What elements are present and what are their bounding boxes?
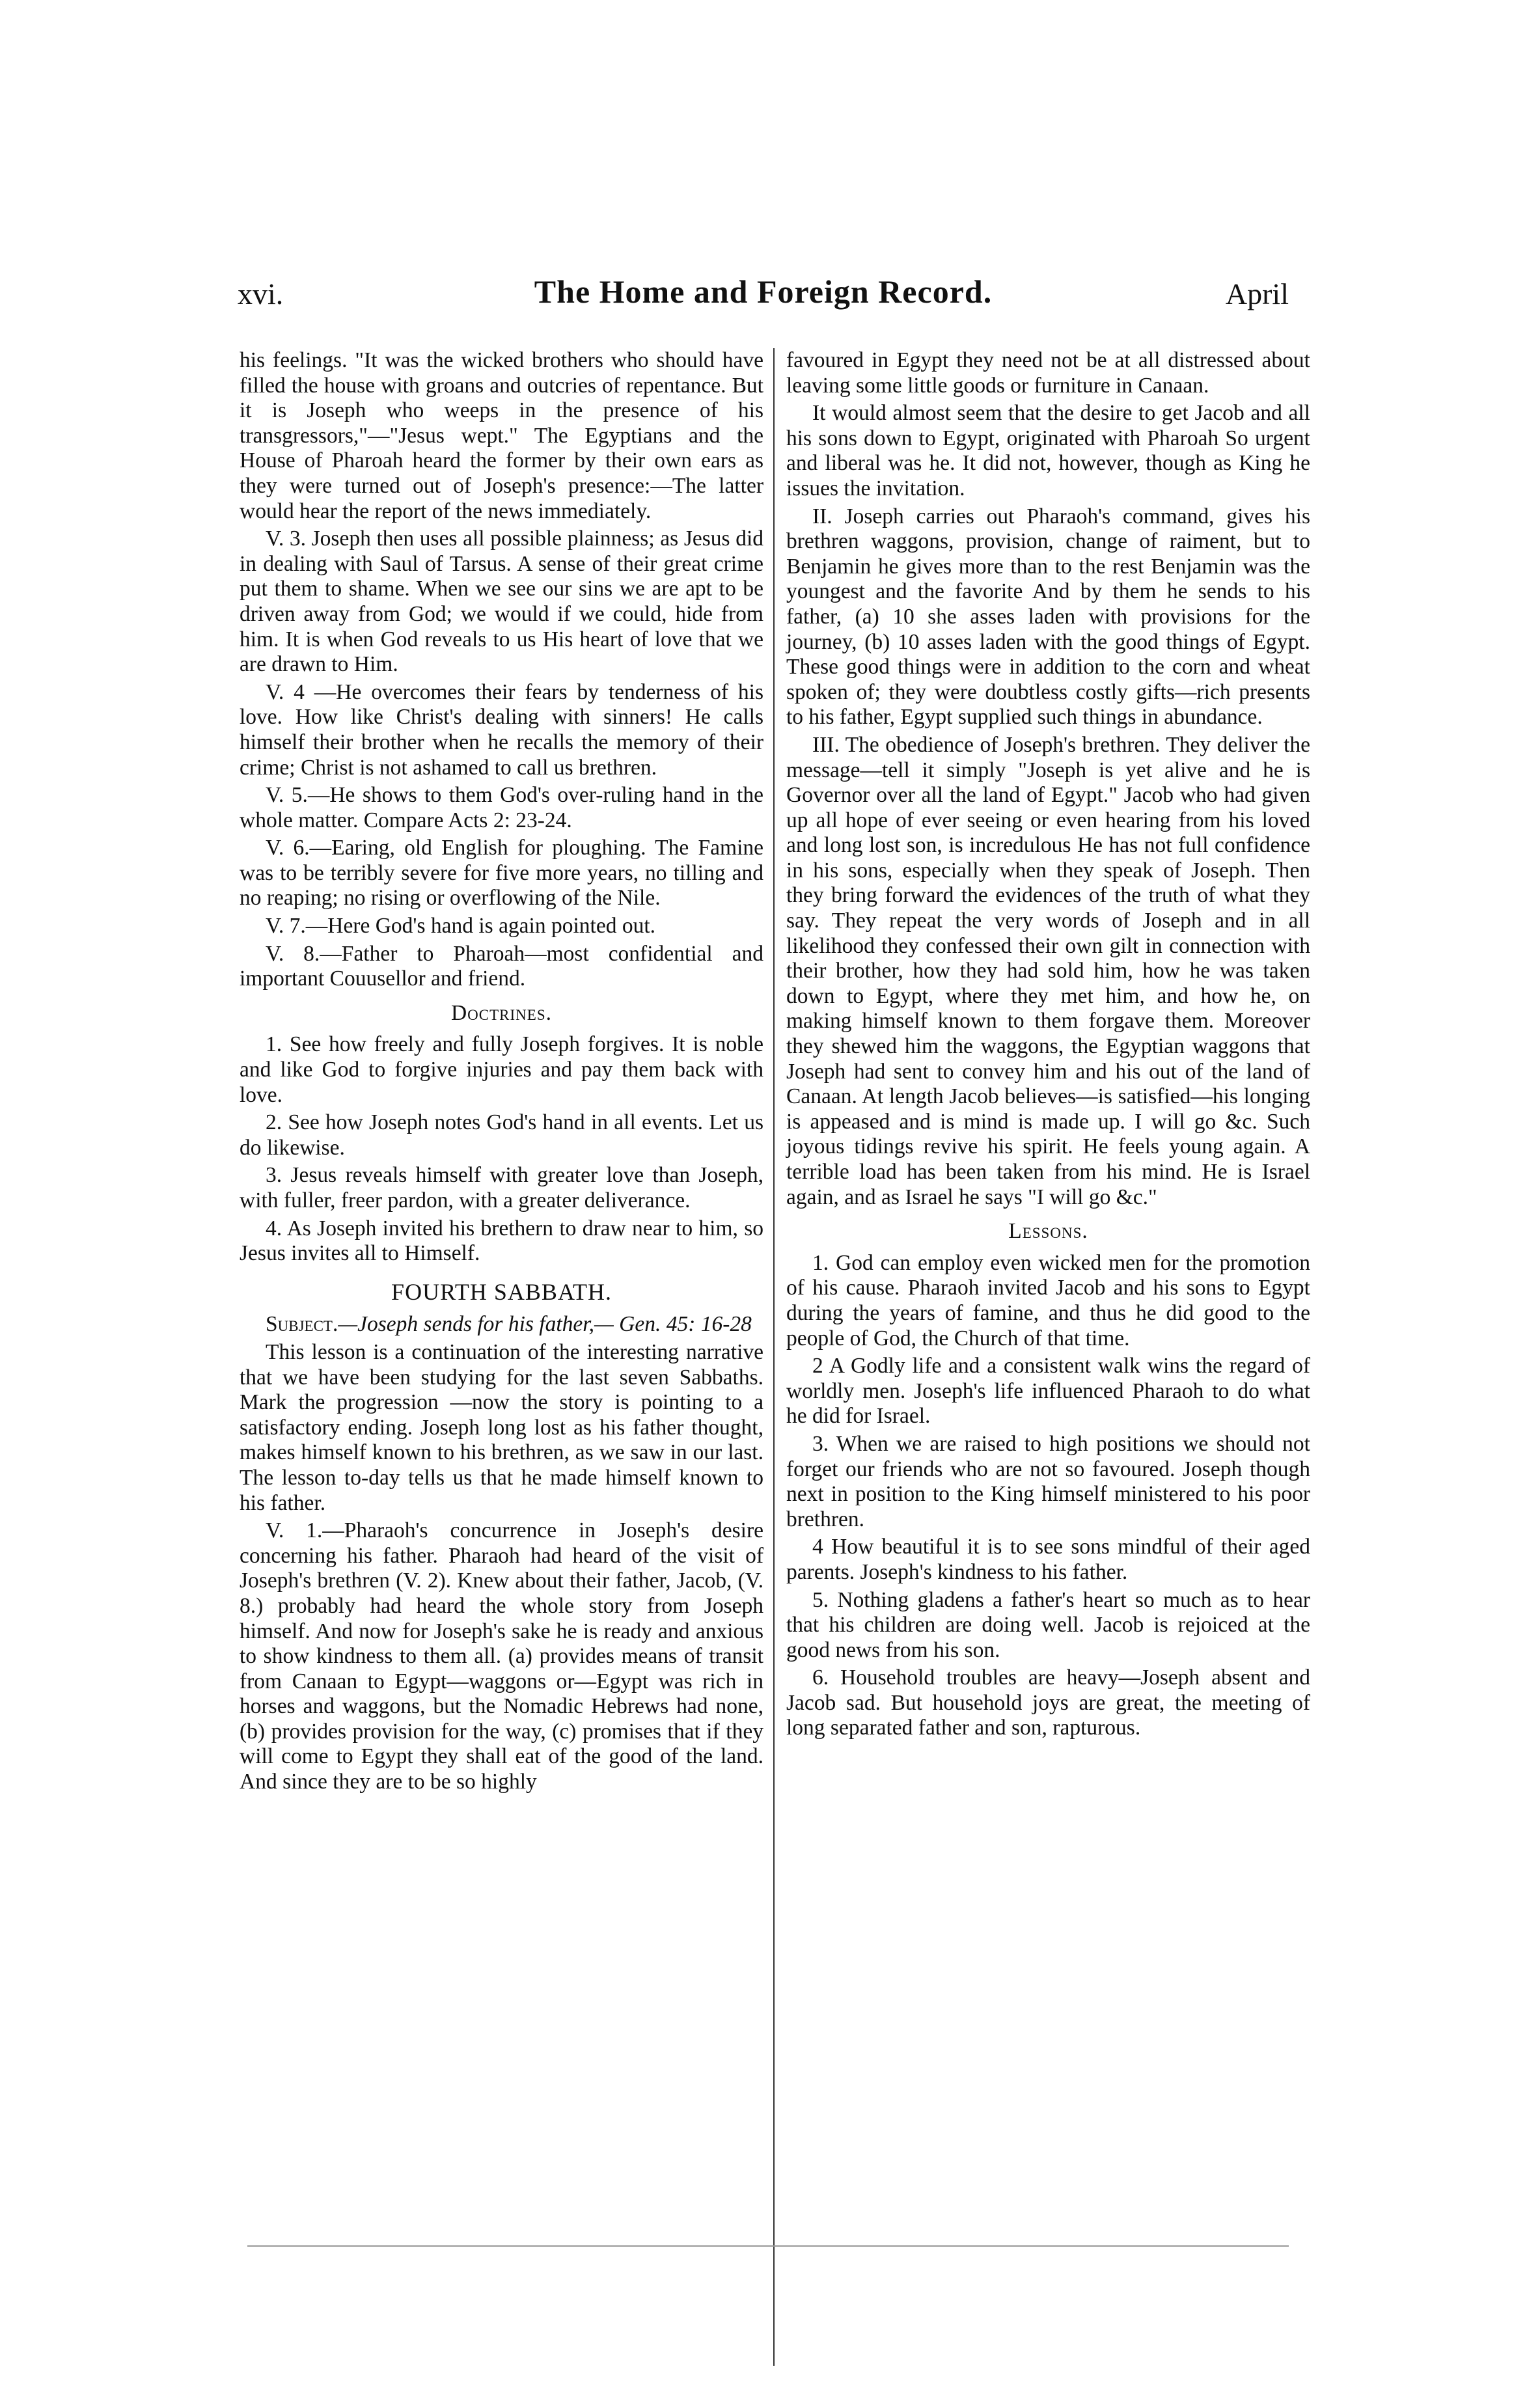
paragraph: V. 7.—Here God's hand is again pointed out.	[266, 914, 656, 939]
lesson-subject	[240, 1312, 763, 1337]
paragraph: III. The obedience of Joseph's brethren. They deliver the message—tell it simply "Joseph is yet alive and he is Governor over all the land of Egypt." Jacob who had given up all hope of ever seeing or even hearing from his loved and long lost son, is incredulous He has not full confidence in his sons, especially when they speak of Joseph. Then they bring forward the evidences of the truth of what they say. They repeat the very words of Joseph and in all likelihood they confessed their own gilt in connection with their brother, how they had sold him, how he was taken down to Egypt, where they met him, and how he, on making himself known to them forgave them. Moreover they shewed him the waggons, the Egyptian waggons that Joseph had sent to convey him and his out of the land of Canaan. At length Jacob believes—is satisfied—his longing is appeased and is mind is made up. I will go &c. Such joyous tidings revive his spirit. He feels young again. A terrible load has been taken from his mind. He is Israel again, and as Israel he says "I will go &c."	[786, 732, 1310, 1209]
lessons-heading: Lessons.	[1008, 1219, 1088, 1244]
doctrine-item: 3. Jesus reveals himself with greater love than Joseph, with fuller, freer pardon, with a greater deliverance.	[240, 1163, 763, 1213]
paragraph: V. 5.—He shows to them God's over-ruling hand in the whole matter. Compare Acts 2: 23-24.	[240, 783, 763, 832]
lesson-item: 2 A Godly life and a consistent walk wins the regard of worldly men. Joseph's life influenced Pharaoh to do what he did for Israel.	[786, 1354, 1310, 1429]
paragraph: V. 1.—Pharaoh's concurrence in Joseph's desire concerning his father. Pharaoh had heard of the visit of Joseph's brethren (V. 2). Knew about their father, Jacob, (V. 8.) probably had heard the whole story from Joseph himself. And now for Joseph's sake he is ready and anxious to show kindness to them all. (a) provides means of transit from Canaan to Egypt—waggons or—Egypt was rich in horses and waggons, but the Nomadic Hebrews had none, (b) provides provision for the way, (c) promises that if they will come to Egypt they shall eat of the good of the land. And since they are to be so highly	[240, 1518, 763, 1794]
doctrines-heading: Doctrines.	[450, 1000, 553, 1025]
doctrine-item: 1. See how freely and fully Joseph forgives. It is noble and like God to forgive injuries and pay them back with love.	[240, 1032, 763, 1107]
running-header	[238, 264, 1289, 325]
page-number: xvi.	[238, 277, 284, 310]
paragraph: his feelings. "It was the wicked brothers who should have filled the house with groans and outcries of repentance. But it is Joseph who weeps in the presence of his transgressors,"—"Jesus wept." The Egyptians and the House of Pharoah heard the former by their own ears as they were turned out of Joseph's presence:—The latter would hear the report of the news immediately.	[240, 348, 763, 523]
lesson-item: 1. God can employ even wicked men for the promotion of his cause. Pharaoh invited Jacob and his sons to Egypt during the years of famine, and thus he did good to the people of God, the Church of that time.	[786, 1250, 1310, 1350]
section-heading: FOURTH SABBATH.	[391, 1278, 612, 1305]
subject-label: Subject.	[266, 1312, 338, 1337]
paragraph: V. 6.—Earing, old English for ploughing. The Famine was to be terribly severe for five more years, no tilling and no reaping; no rising or overflowing of the Nile.	[240, 836, 763, 911]
lesson-item: 3. When we are raised to high positions we should not forget our friends who are not so favoured. Joseph though next in position to the King himself ministered to his poor brethren.	[786, 1431, 1310, 1531]
paragraph: V. 4 —He overcomes their fears by tenderness of his love. How like Christ's dealing with sinners! He calls himself their brother when he recalls the memory of their crime; Christ is not ashamed to call us brethren.	[240, 679, 763, 780]
paragraph: This lesson is a continuation of the interesting narrative that we have been studying for the last seven Sabbaths. Mark the progression —now the story is pointing to a satisfactory ending. Joseph long lost as his father thought, makes himself known to his brethren, as we saw in our last. The lesson to-day tells us that he made himself known to his father.	[240, 1339, 763, 1515]
doctrine-item: 4. As Joseph invited his brethern to draw near to him, so Jesus invites all to Himself.	[240, 1216, 763, 1266]
subject-text: —Joseph sends for his father,— Gen. 45: 16-28	[338, 1312, 752, 1337]
paragraph: II. Joseph carries out Pharaoh's command, gives his brethren waggons, provision, change of raiment, but to Benjamin he gives more than to the rest Benjamin was the youngest and the favorite And by them he sends to his father, (a) 10 she asses laden with provisions for the journey, (b) 10 asses laden with the good things of Egypt. These good things were in addition to the corn and wheat spoken of; they were doubtless costly gifts—rich presents to his father, Egypt supplied such things in abundance.	[786, 504, 1310, 730]
journal-title: The Home and Foreign Record.	[534, 273, 993, 310]
paragraph: V. 3. Joseph then uses all possible plainness; as Jesus did in dealing with Saul of Tarsus. A sense of their great crime put them to shame. When we see our sins we are apt to be driven away from God; we would if we could, hide from him. It is when God reveals to us His heart of love that we are drawn to Him.	[240, 527, 763, 677]
paragraph: It would almost seem that the desire to get Jacob and all his sons down to Egypt, originated with Pharoah So urgent and liberal was he. It did not, however, though as King he issues the invitation.	[786, 401, 1310, 500]
lesson-item: 4 How beautiful it is to see sons mindful of their aged parents. Joseph's kindness to his father.	[786, 1535, 1310, 1584]
left-column	[240, 348, 763, 1798]
column-divider	[773, 348, 775, 2366]
doctrine-item: 2. See how Joseph notes God's hand in all events. Let us do likewise.	[240, 1110, 763, 1160]
paragraph: V. 8.—Father to Pharoah—most confidential and important Couusellor and friend.	[240, 941, 763, 991]
paragraph: favoured in Egypt they need not be at all distressed about leaving some little goods or furniture in Canaan.	[786, 348, 1310, 398]
page-bottom-edge	[247, 2245, 1289, 2247]
lesson-item: 6. Household troubles are heavy—Joseph absent and Jacob sad. But household joys are great, the meeting of long separated father and son, rapturous.	[786, 1665, 1310, 1740]
lesson-item: 5. Nothing gladens a father's heart so much as to hear that his children are doing well. Jacob is rejoiced at the good news from his son.	[786, 1587, 1310, 1662]
right-column	[786, 348, 1310, 1744]
issue-month: April	[1225, 277, 1289, 310]
